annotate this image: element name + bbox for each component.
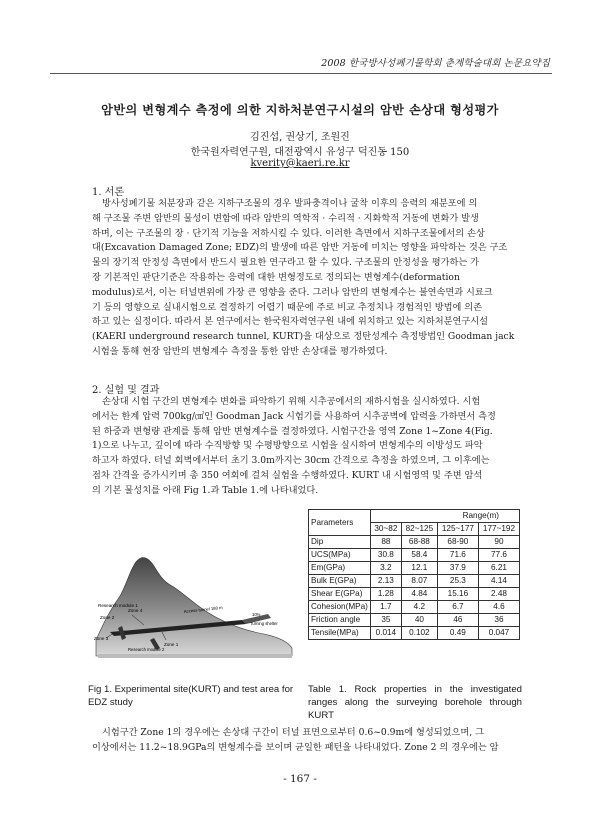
- text-line: 시험구간 Zone 1의 경우에는 손상대 구간이 터널 표면으로부터 0.6~0.9m에 형성되었으며, 그: [102, 727, 484, 738]
- text-line: 시험을 통해 현장 암반의 변형계수 측정을 통한 암반 손상대를 평가하였다.: [92, 345, 388, 357]
- param-header: Parameters: [309, 510, 371, 536]
- affiliation: 한국원자력연구원, 대전광역시 유성구 덕진동 150: [190, 147, 410, 158]
- range-cell: 177~192: [478, 523, 519, 536]
- text-line: 하며, 이는 구조물의 장 · 단기적 기능을 저하시킬 수 있다. 이러한 측면에서 지하구조물에서의 손상: [92, 227, 485, 239]
- cell: 8.07: [401, 575, 437, 588]
- range-cell: 30~82: [370, 523, 401, 536]
- continuation-paragraph: [92, 726, 516, 756]
- text-line: 의 기본 물성치를 아래 Fig 1.과 Table 1.에 나타내었다.: [92, 484, 319, 496]
- text-line: (KAERI underground research tunnel, KURT)을 대상으로 정탄성계수 측정방법인 Goodman jack: [92, 331, 515, 343]
- label-research-module-2: Research module 2: [128, 647, 165, 652]
- text-line: 물의 장기적 안정성 측면에서 반드시 필요한 연구라고 할 수 있다. 구조물의 안정성을 평가하는 가: [92, 257, 480, 269]
- cell: 12.1: [401, 562, 437, 575]
- cell: 1.28: [370, 588, 401, 601]
- cell: 71.6: [437, 549, 478, 562]
- page-number: - 167 -: [283, 773, 317, 785]
- label-zone-1: Zone 1: [164, 642, 179, 647]
- row-label: Tensile(MPa): [309, 627, 371, 640]
- figure-caption: Fig 1. Experimental site(KURT) and test area for EDZ study: [88, 684, 294, 708]
- text-line: 손상대 시험 구간의 변형계수 변화를 파악하기 위해 시추공에서의 재하시험을 실시하였다. 시험: [102, 396, 481, 407]
- cell: 1.7: [370, 601, 401, 614]
- text-line: 1)으로 나누고, 깊이에 따라 수직방향 및 수평방향으로 시험을 실시하여 변형계수의 이방성도 파악: [92, 440, 483, 452]
- cell: 88: [370, 536, 401, 549]
- row-label: Em(GPa): [309, 562, 371, 575]
- text-line: 방사성폐기물 처분장과 같은 지하구조물의 경우 발파충격이나 굴착 이후의 응력의 재분포에 의: [102, 198, 478, 209]
- cell: 4.14: [478, 575, 519, 588]
- cell: 2.13: [370, 575, 401, 588]
- row-label: Shear E(GPa): [309, 588, 371, 601]
- label-access-tunnel: Access tunnel 180 m: [183, 604, 223, 614]
- text-line: 이상에서는 11.2~18.9GPa의 변형계수를 보이며 균일한 패턴을 나타내었다. Zone 2 의 경우에는 암: [92, 741, 499, 753]
- cell: 68-90: [437, 536, 478, 549]
- cell: 3.2: [370, 562, 401, 575]
- label-grade: 10%: [252, 612, 261, 617]
- text-line: 된 하중과 변형량 관계를 통해 암반 변형계수를 결정하였다. 시험구간을 영역 Zone 1~Zone 4(Fig.: [92, 425, 493, 437]
- table-row: [309, 614, 520, 627]
- cell: 4.6: [478, 601, 519, 614]
- cell: 46: [437, 614, 478, 627]
- section-heading-intro: 1. 서론: [92, 187, 125, 198]
- table-row: [309, 562, 520, 575]
- cell: 0.014: [370, 627, 401, 640]
- conference-header: 2008 한국방사성폐기물학회 춘계학술대회 논문요약집: [321, 58, 550, 69]
- cell: 90: [478, 536, 519, 549]
- range-header: Range(m): [370, 510, 519, 523]
- cell: 58.4: [401, 549, 437, 562]
- ground-base: [98, 654, 292, 658]
- paper-title: 암반의 변형계수 측정에 의한 지하처분연구시설의 암반 손상대 형성평가: [101, 103, 499, 117]
- cell: 4.2: [401, 601, 437, 614]
- table-row: [309, 549, 520, 562]
- text-line: 장 기본적인 판단기준은 작용하는 응력에 대한 변형정도로 정의되는 변형계수(deformation: [92, 271, 460, 283]
- cell: 4.84: [401, 588, 437, 601]
- text-line: 해 구조물 주변 암반의 물성이 변함에 따라 암반의 역학적 · 수리적 · 지화학적 거동에 변화가 발생: [92, 212, 479, 224]
- label-zone-4: Zone 4: [128, 608, 143, 613]
- table-header-row: [309, 510, 520, 523]
- label-research-module-1: Research module 1: [98, 603, 138, 608]
- range-cell: 125~177: [437, 523, 478, 536]
- table-row: [309, 575, 520, 588]
- cell: 77.6: [478, 549, 519, 562]
- header-rule: [50, 73, 552, 74]
- row-label: Cohesion(MPa): [309, 601, 371, 614]
- cell: 2.48: [478, 588, 519, 601]
- section-heading-experiment: 2. 실험 및 결과: [92, 385, 160, 396]
- cell: 25.3: [437, 575, 478, 588]
- text-line: 기 등의 영향으로 실내시험으로 결정하기 어렵기 때문에 주로 비교 추정치나 경험적인 방법에 의존: [92, 301, 483, 313]
- experiment-paragraph: [92, 395, 516, 499]
- cell: 35: [370, 614, 401, 627]
- text-line: 에서는 한계 압력 700kg/㎠인 Goodman Jack 시험기를 사용하여 시추공벽에 압력을 가하면서 측정: [92, 410, 496, 422]
- table-row: [309, 536, 520, 549]
- label-zone-3: Zone 3: [94, 636, 109, 641]
- cell: 30.8: [370, 549, 401, 562]
- cell: 40: [401, 614, 437, 627]
- row-label: Friction angle: [309, 614, 371, 627]
- row-label: UCS(MPa): [309, 549, 371, 562]
- table-caption: Table 1. Rock properties in the investigated ranges along the surveying borehole through KURT: [308, 684, 522, 721]
- label-turning-shelter: Turning shelter: [250, 621, 278, 626]
- row-label: Dip: [309, 536, 371, 549]
- range-cell: 82~125: [401, 523, 437, 536]
- cell: 0.102: [401, 627, 437, 640]
- table-row: [309, 627, 520, 640]
- row-label: Bulk E(GPa): [309, 575, 371, 588]
- cell: 37.9: [437, 562, 478, 575]
- text-line: 점차 간격을 증가시키며 총 350 여회에 걸쳐 실험을 수행하였다. KURT 내 시험영역 및 주변 암석: [92, 469, 483, 481]
- table-row: [309, 601, 520, 614]
- cell: 0.49: [437, 627, 478, 640]
- kurt-diagram: [92, 530, 297, 677]
- cell: 15.16: [437, 588, 478, 601]
- cell: 6.7: [437, 601, 478, 614]
- label-zone-2: Zone 2: [100, 615, 115, 620]
- rock-properties-table: [308, 509, 520, 640]
- cell: 36: [478, 614, 519, 627]
- kurt-site-figure: [92, 530, 297, 677]
- text-line: 하고 있는 실정이다. 따라서 본 연구에서는 한국원자력연구원 내에 위치하고 있는 지하처분연구시설: [92, 316, 489, 328]
- text-line: modulus)로서, 이는 터널변위에 가장 큰 영향을 준다. 그러나 암반의 변형계수는 불연속면과 시료크: [92, 286, 493, 298]
- intro-paragraph: [92, 197, 516, 360]
- text-line: 대(Excavation Damaged Zone; EDZ)의 발생에 따른 암반 거동에 미치는 영향을 파악하는 것은 구조: [92, 242, 508, 254]
- email-link[interactable]: kverity@kaeri.re.kr: [250, 158, 350, 169]
- cell: 68-88: [401, 536, 437, 549]
- table-row: [309, 588, 520, 601]
- cell: 0.047: [478, 627, 519, 640]
- text-line: 하고자 하였다. 터널 회벽에서부터 초기 3.0m까지는 30cm 간격으로 측정을 하였으며, 그 이후에는: [92, 455, 490, 467]
- authors: 김진섭, 권상기, 조원진: [250, 132, 350, 143]
- cell: 6.21: [478, 562, 519, 575]
